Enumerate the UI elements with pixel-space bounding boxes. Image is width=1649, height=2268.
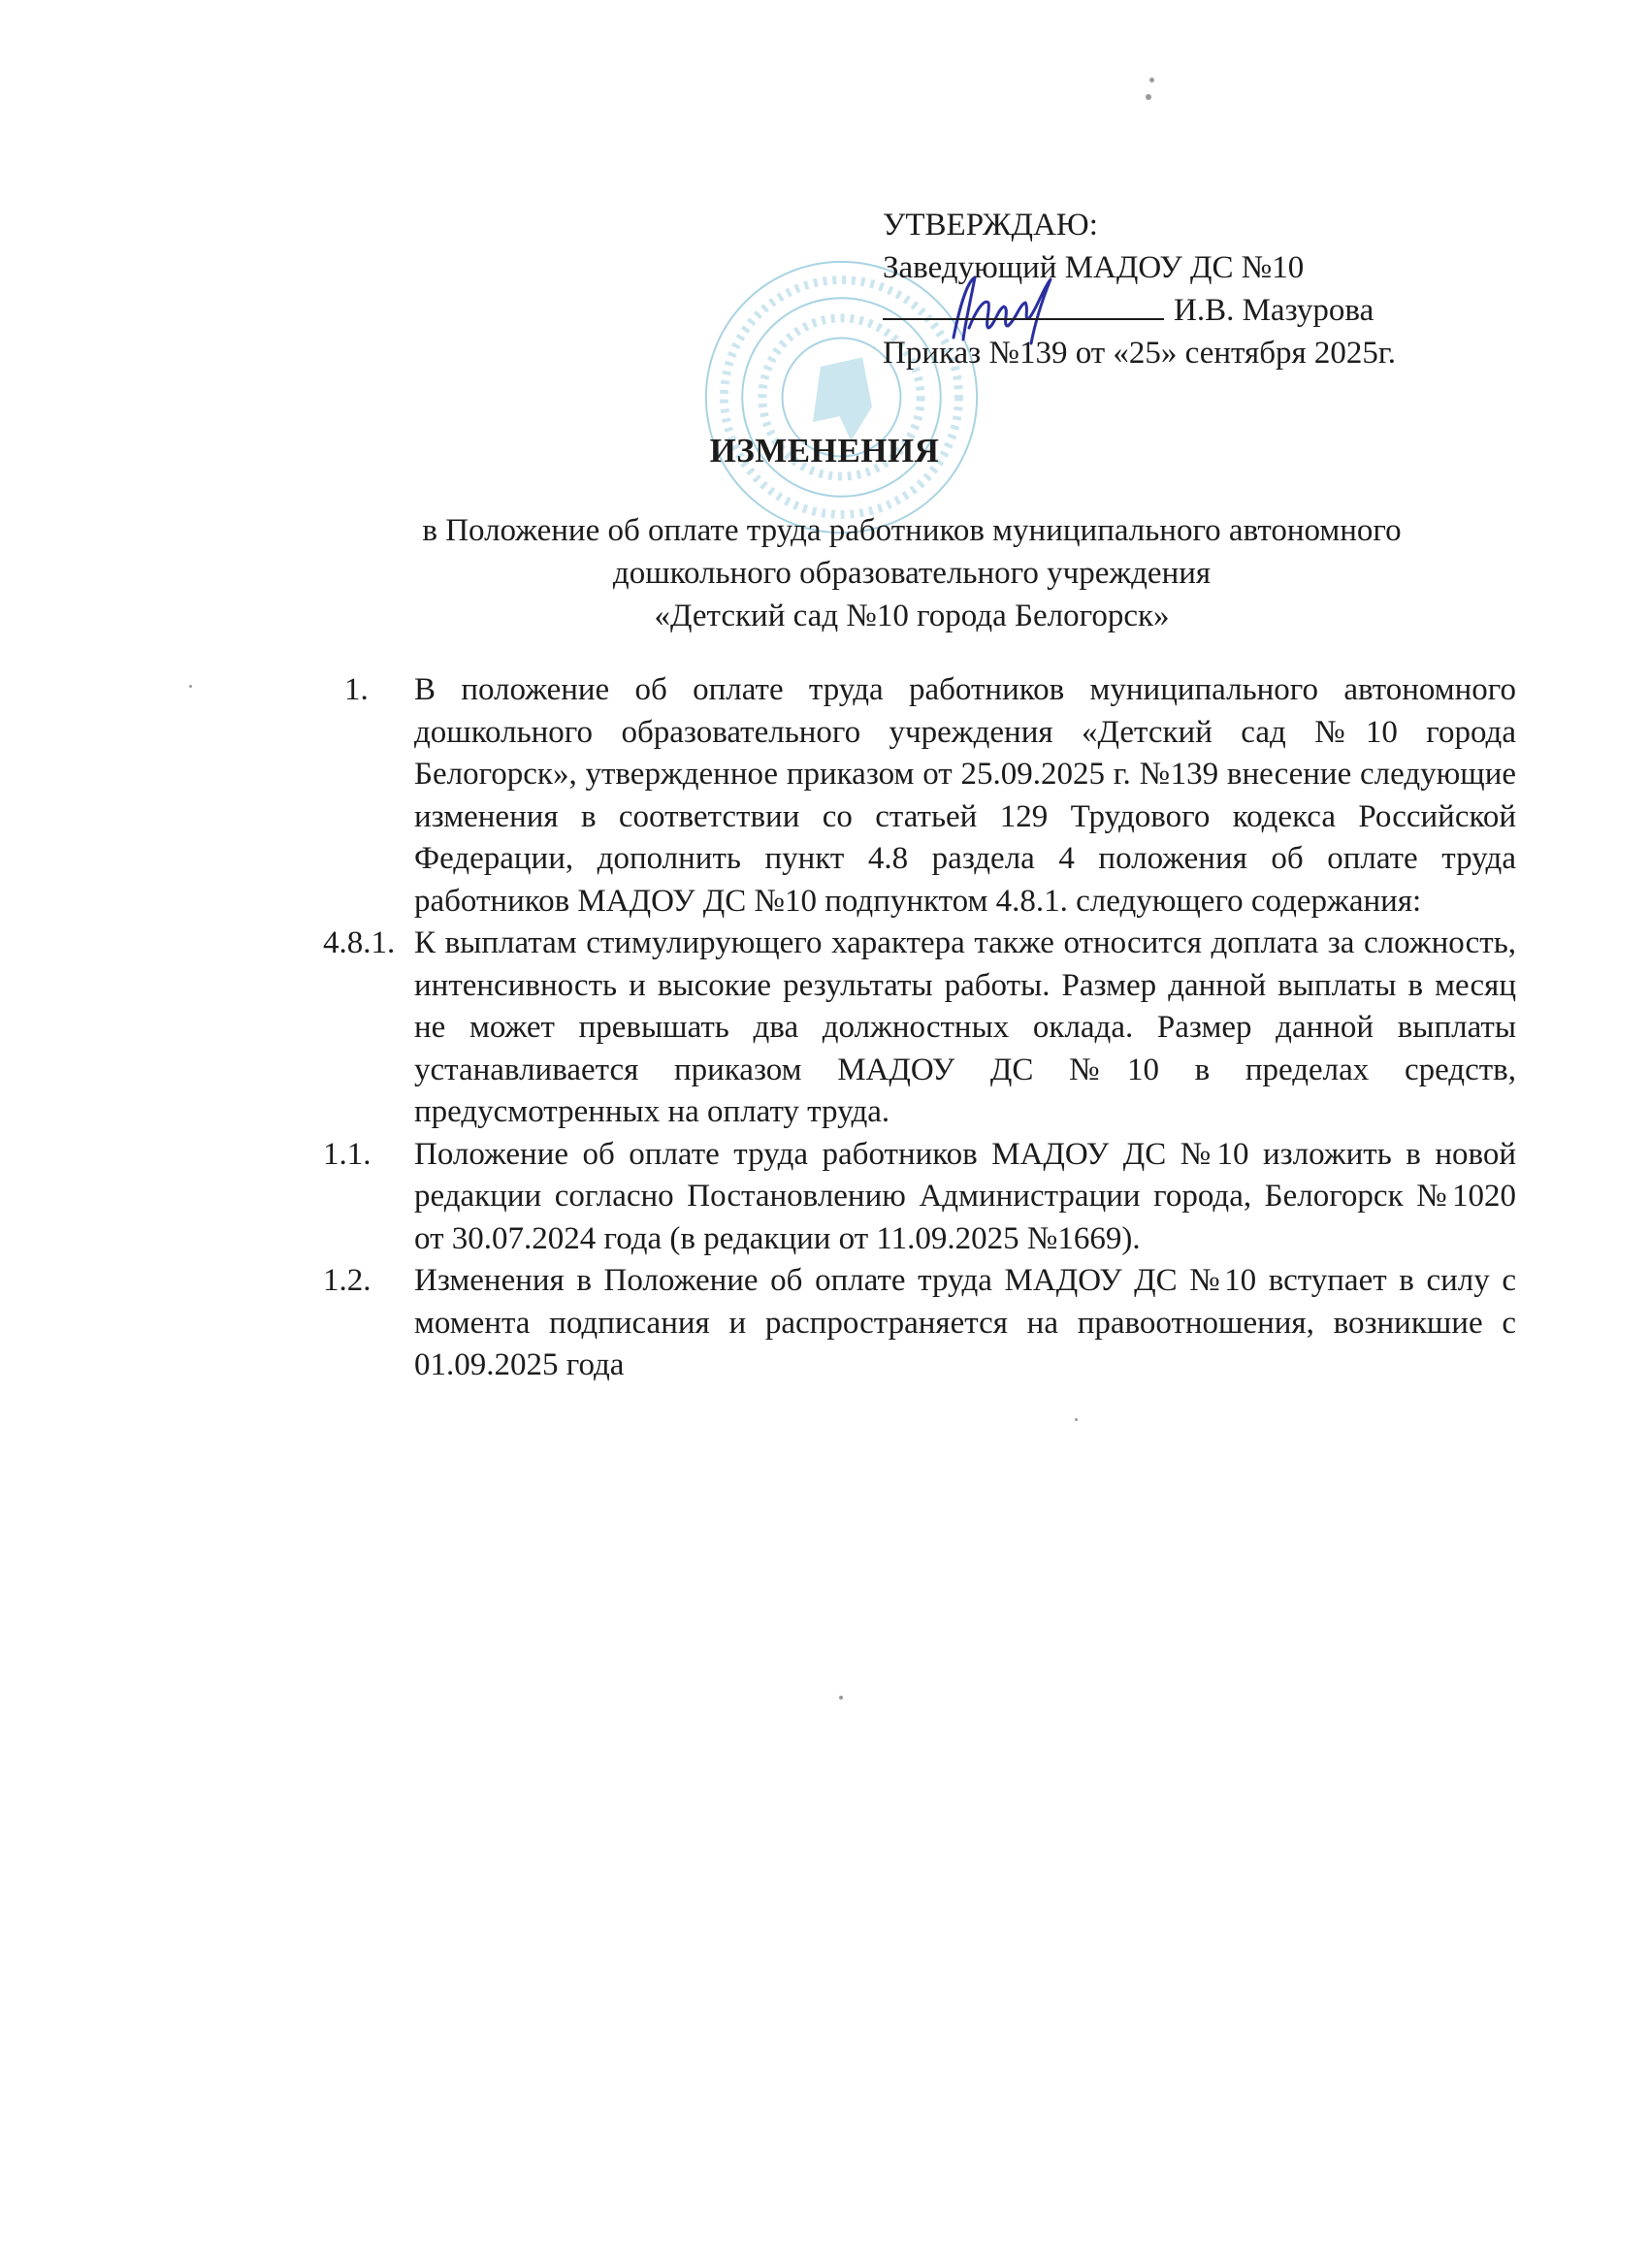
approval-position: Заведующий МАДОУ ДС №10: [883, 250, 1305, 285]
item-text: К выплатам стимулирующего характера также относится доплата за сложность, интенсивность и высокие результаты работы. Размер данной выплаты в месяц не может превышать два должностных оклада. Размер данной выплаты устанавливается приказом МАДОУ ДС №10 в пределах средств, предусмотренных на оплату труда.: [414, 925, 1516, 1129]
document-subtitle: [320, 509, 1504, 637]
signature-line: [883, 289, 1164, 320]
scan-speck: [189, 685, 192, 688]
list-item: [323, 669, 1516, 923]
subtitle-line: дошкольного образовательного учреждения: [612, 556, 1212, 591]
item-text: В положение об оплате труда работников муниципального автономного дошкольного образовательного учреждения «Детский сад №10 города Белогорск», утвержденное приказом от 25.09.2025 г. №139 внесение следующие изменения в соответствии со статьей 129 Трудового кодекса Российской Федерации, дополнить пункт 4.8 раздела 4 положения об оплате труда работников МАДОУ ДС №10 подпунктом 4.8.1. следующего содержания:: [414, 672, 1516, 919]
scan-speck: [1149, 78, 1154, 82]
subtitle-line: «Детский сад №10 города Белогорск»: [654, 599, 1170, 633]
approval-heading: УТВЕРЖДАЮ:: [883, 208, 1098, 243]
item-text: Изменения в Положение об оплате труда МАДОУ ДС №10 вступает в силу с момента подписания и распространяется на правоотношения, возникшие с 01.09.2025 года: [414, 1263, 1516, 1382]
list-item: [323, 1260, 1516, 1387]
document-body: [323, 669, 1516, 1387]
item-text: Положение об оплате труда работников МАДОУ ДС №10 изложить в новой редакции согласно Постановлению Администрации города, Белогорск №1020 от 30.07.2024 года (в редакции от 11.09.2025 №1669).: [414, 1136, 1516, 1256]
item-number: 1.: [344, 672, 369, 707]
approval-signatory: И.В. Мазурова: [1174, 293, 1374, 328]
scan-speck: [839, 1696, 843, 1700]
document-title: ИЗМЕНЕНИЯ: [709, 432, 940, 470]
item-number: 1.1.: [323, 1136, 372, 1172]
approval-block: [883, 204, 1396, 374]
item-number: 4.8.1.: [323, 925, 396, 960]
scan-speck: [1075, 1418, 1078, 1421]
list-item: [323, 1134, 1516, 1261]
subtitle-line: в Положение об оплате труда работников муниципального автономного: [422, 513, 1402, 548]
item-number: 1.2.: [323, 1263, 372, 1298]
approval-order: Приказ №139 от «25» сентября 2025г.: [883, 336, 1396, 371]
approval-signature-row: [883, 289, 1396, 332]
scan-speck: [1146, 94, 1151, 100]
list-item: [323, 923, 1516, 1134]
